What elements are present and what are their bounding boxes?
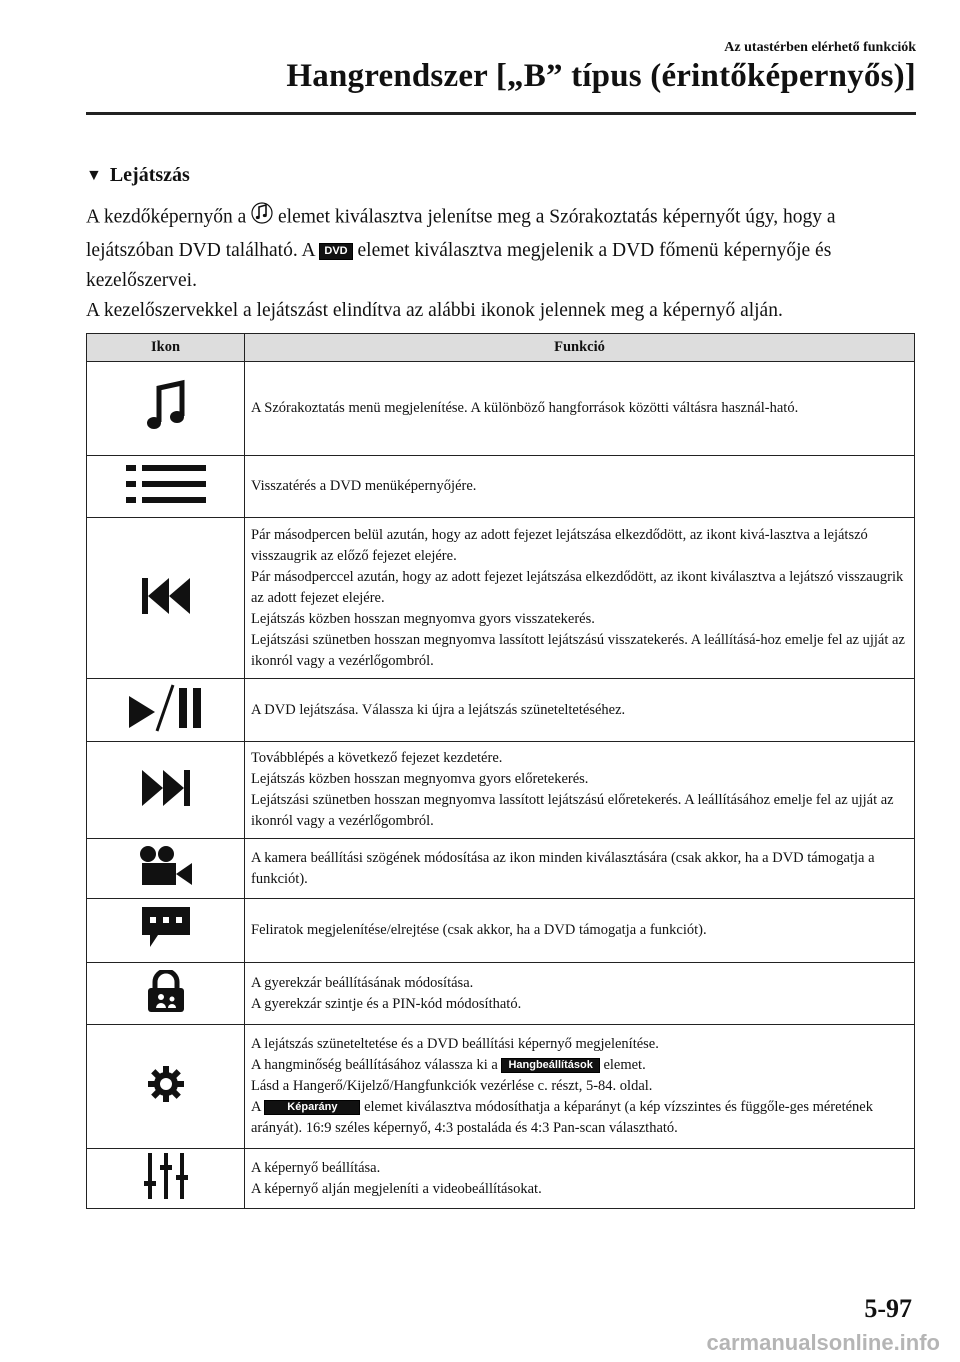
triangle-bullet-icon: ▼ bbox=[86, 166, 102, 184]
table-row bbox=[87, 518, 915, 679]
row-text-line: Lejátszás közben hosszan megnyomva gyors előretekerés. bbox=[251, 771, 589, 787]
gear-icon[interactable] bbox=[148, 1089, 184, 1106]
skip-forward-icon[interactable] bbox=[142, 793, 190, 810]
dvd-button[interactable]: DVD bbox=[319, 243, 352, 260]
table-row bbox=[87, 963, 915, 1025]
intro-p1-b: elemet kiválasztva jelenítse meg a Szórakoztatás képernyőt úgy, hogy a lejátszóban DVD található. A bbox=[86, 206, 836, 261]
row-text-line: A képernyő beállítása. bbox=[251, 1159, 381, 1176]
row-text-line: Lejátszási szünetben hosszan megnyomva lassított lejátszású visszatekerés. A leállításá-hoz emelje fel az ujját az ikonról vagy a vezérlőgombról. bbox=[251, 631, 905, 669]
sound-settings-button[interactable]: Hangbeállítások bbox=[501, 1058, 599, 1073]
list-icon[interactable] bbox=[126, 491, 206, 508]
table-row bbox=[87, 742, 915, 839]
aspect-ratio-button[interactable]: Képarány bbox=[264, 1100, 360, 1115]
play-pause-icon[interactable] bbox=[129, 719, 203, 736]
row-text-fragment: A bbox=[251, 1099, 261, 1115]
row-text-fragment: A hangminőség beállításához válassza ki a bbox=[251, 1057, 498, 1073]
row-text-line: A gyerekzár beállításának módosítása. bbox=[251, 974, 474, 991]
table-row bbox=[87, 456, 915, 518]
column-header-icon: Ikon bbox=[87, 334, 245, 362]
row-text-line bbox=[251, 1055, 908, 1076]
row-text-line: Pár másodpercen belül azután, hogy az adott fejezet lejátszása elkezdődött, az ikont kivá-lasztva a lejátszó visszaugrik az előző fejezet elejére. bbox=[251, 526, 868, 564]
skip-back-icon[interactable] bbox=[142, 601, 190, 618]
table-row bbox=[87, 679, 915, 742]
entertainment-icon bbox=[251, 200, 273, 236]
table-header-row bbox=[87, 334, 915, 362]
table-row bbox=[87, 899, 915, 963]
section-title: Lejátszás bbox=[109, 164, 190, 186]
header-subtitle: Az utastérben elérhető funkciók bbox=[724, 40, 916, 55]
subtitle-icon[interactable] bbox=[142, 936, 190, 953]
row-text-line: Lejátszási szünetben hosszan megnyomva lassított lejátszású előretekerés. A leállításához emelje fel az ujját az ikonról vagy a vezérlőgombról. bbox=[251, 792, 894, 829]
header-divider bbox=[86, 112, 916, 115]
row-text-line: Pár másodperccel azután, hogy az adott fejezet lejátszása elkezdődött, az ikont kiválasztva a lejátszó visszaugrik az adott fejezet elejére. bbox=[251, 568, 904, 606]
row-text-line: A lejátszás szüneteltetése és a DVD beállítási képernyő megjelenítése. bbox=[251, 1036, 659, 1052]
table-row bbox=[87, 1025, 915, 1149]
camera-icon[interactable] bbox=[138, 874, 194, 891]
row-text-fragment: elemet kiválasztva módosíthatja a képarányt (a kép vízszintes és függőle-ges méretének arányát). 16:9 széles képernyő, 4:3 postaláda és 4:3 Pan-scan választható. bbox=[251, 1099, 873, 1136]
intro-p1-a: A kezdőképernyőn a bbox=[86, 206, 247, 228]
intro-p1-c: elemet kiválasztva megjelenik a DVD főmenü képernyője és kezelőszervei. bbox=[86, 240, 832, 291]
row-text-line: A DVD lejátszása. Válassza ki újra a lejátszás szüneteltetéséhez. bbox=[251, 701, 626, 718]
row-text-line: Lásd a Hangerő/Kijelző/Hangfunkciók vezérlése c. részt, 5-84. oldal. bbox=[251, 1078, 653, 1094]
row-text-line: Lejátszás közben hosszan megnyomva gyors visszatekerés. bbox=[251, 610, 595, 627]
intro-p2: A kezelőszervekkel a lejátszást elindítva az alábbi ikonok jelennek meg a képernyő alján. bbox=[86, 300, 783, 321]
row-text-line: Továbblépés a következő fejezet kezdetére. bbox=[251, 750, 503, 766]
table-row bbox=[87, 839, 915, 899]
row-text-line bbox=[251, 1097, 908, 1139]
table-row bbox=[87, 362, 915, 456]
section-heading bbox=[86, 164, 190, 187]
row-text-fragment: elemet. bbox=[603, 1057, 646, 1073]
lock-icon[interactable] bbox=[146, 999, 186, 1016]
row-text-line: A képernyő alján megjeleníti a videobeállításokat. bbox=[251, 1180, 542, 1197]
row-text-line: Feliratok megjelenítése/elrejtése (csak akkor, ha a DVD támogatja a funkciót). bbox=[251, 922, 707, 938]
table-row bbox=[87, 1149, 915, 1209]
function-table bbox=[86, 333, 915, 1209]
equalizer-icon[interactable] bbox=[144, 1186, 188, 1203]
row-text-line: A Szórakoztatás menü megjelenítése. A különböző hangforrások közötti váltásra használ-ható. bbox=[251, 400, 799, 416]
row-text-line: Visszatérés a DVD menüképernyőjére. bbox=[251, 478, 477, 494]
column-header-function: Funkció bbox=[245, 334, 915, 362]
watermark: carmanualsonline.info bbox=[706, 1330, 940, 1355]
row-text-line: A gyerekzár szintje és a PIN-kód módosítható. bbox=[251, 995, 522, 1012]
page-title: Hangrendszer [„B” típus (érintőképernyős)] bbox=[286, 58, 916, 94]
intro-text bbox=[86, 200, 916, 326]
row-text-line: A kamera beállítási szögének módosítása az ikon minden kiválasztására (csak akkor, ha a DVD támogatja a funkciót). bbox=[251, 849, 875, 887]
music-note-icon[interactable] bbox=[146, 421, 186, 438]
page-number: 5-97 bbox=[864, 1294, 912, 1323]
